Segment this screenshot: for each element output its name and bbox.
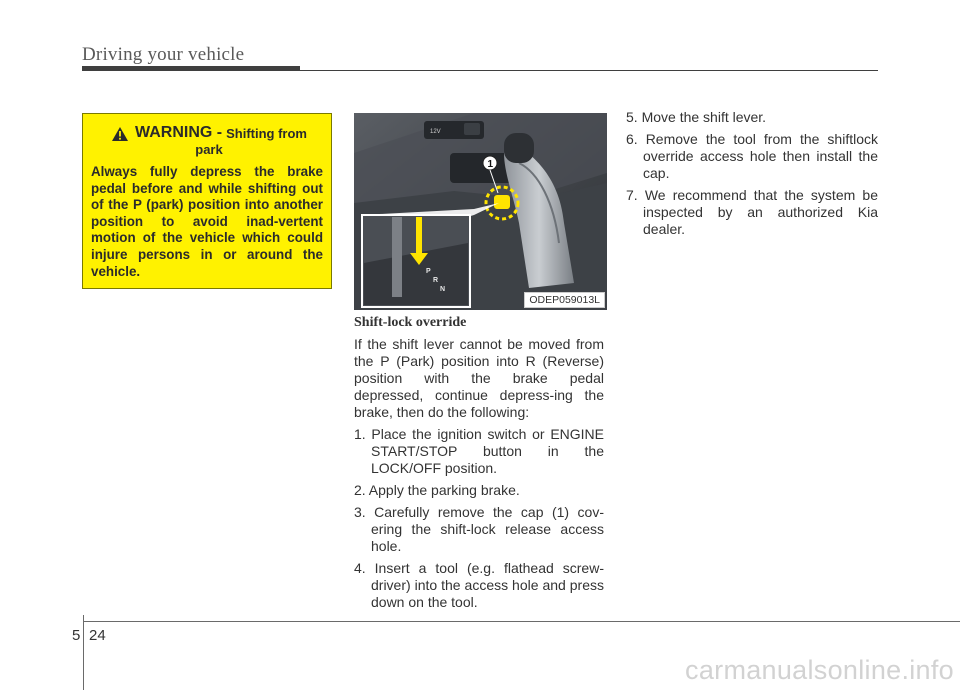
header-rule-thin bbox=[300, 70, 878, 71]
step-5: 5. Move the shift lever. bbox=[626, 109, 767, 125]
procedure-column-right bbox=[626, 109, 878, 243]
header-rule-thick bbox=[82, 66, 300, 71]
warning-label: WARNING - bbox=[135, 124, 223, 141]
warning-subject-cont: park bbox=[195, 142, 223, 157]
figure-caption: ODEP059013L bbox=[524, 292, 605, 308]
step-7: 7. We recommend that the system be inspected by an authorized Kia dealer. bbox=[626, 187, 878, 237]
gear-letter-r: R bbox=[433, 277, 439, 284]
shift-lever-drawing bbox=[354, 113, 607, 310]
footer-rule-vertical bbox=[83, 615, 84, 690]
shift-lever-illustration bbox=[354, 113, 607, 310]
warning-body: Always fully depress the brake pedal before and while shifting out of the P (park) position into another position to avoid inad-vertent motion of the vehicle which could injure persons in or around the vehicle. bbox=[91, 164, 323, 279]
chapter-number: 5 bbox=[72, 627, 81, 644]
step-3: 3. Carefully remove the cap (1) cov-ering the shift-lock release access hole. bbox=[354, 504, 604, 554]
page-number: 24 bbox=[89, 627, 106, 644]
step-6: 6. Remove the tool from the shiftlock override access hole then install the cap. bbox=[626, 131, 878, 181]
footer-rule-horizontal bbox=[83, 621, 960, 622]
warning-box bbox=[82, 113, 332, 289]
warning-heading bbox=[95, 124, 323, 142]
intro-paragraph: If the shift lever cannot be moved from the P (Park) position into R (Reverse) position with the brake pedal depressed, continue depress-ing the brake, then do the following: bbox=[354, 336, 604, 420]
gear-letter-p: P bbox=[426, 268, 431, 275]
page-header-title: Driving your vehicle bbox=[82, 44, 245, 65]
callout-number: 1 bbox=[487, 159, 494, 170]
warning-triangle-icon bbox=[111, 126, 129, 142]
procedure-column-left bbox=[354, 314, 604, 616]
gear-letter-n: N bbox=[440, 286, 446, 293]
socket-label: 12V bbox=[430, 129, 441, 135]
warning-subject: Shifting from bbox=[226, 126, 307, 141]
step-1: 1. Place the ignition switch or ENGINE START/STOP button in the LOCK/OFF position. bbox=[354, 426, 604, 476]
step-4: 4. Insert a tool (e.g. flathead screw-driver) into the access hole and press down on the tool. bbox=[354, 560, 604, 610]
section-heading: Shift-lock override bbox=[354, 315, 467, 330]
site-watermark: carmanualsonline.info bbox=[685, 655, 954, 685]
step-2: 2. Apply the parking brake. bbox=[354, 482, 520, 498]
